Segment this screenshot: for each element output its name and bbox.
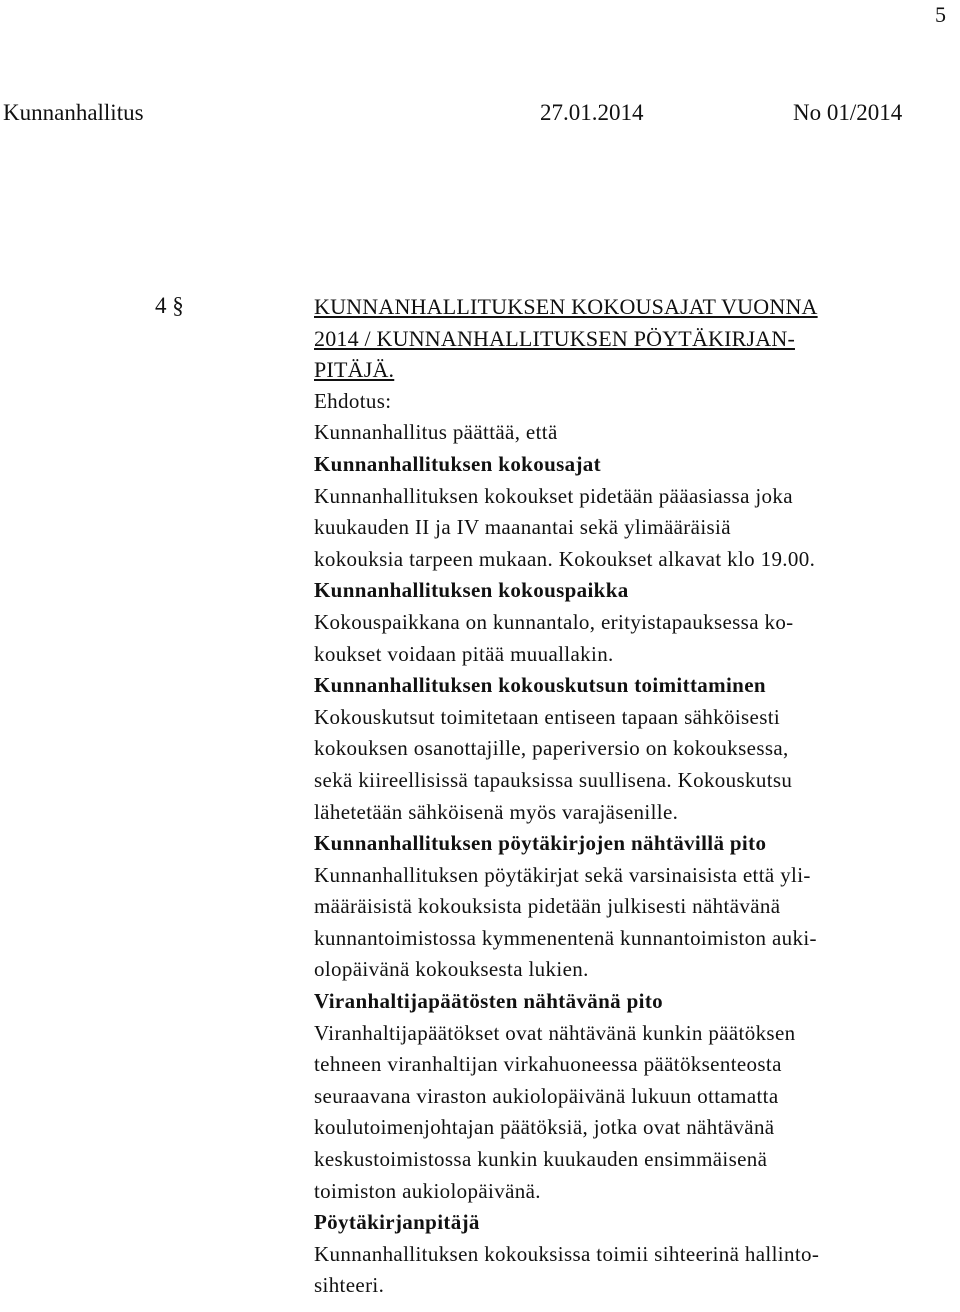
block-text-line: keskustoimistossa kunkin kuukauden ensimmäisenä xyxy=(314,1147,768,1172)
block-text-line: Kunnanhallituksen kokoukset pidetään pääasiassa joka xyxy=(314,483,793,508)
block-text-line: määräisistä kokouksista pidetään julkisesti nähtävänä xyxy=(314,894,781,919)
block-text-line: toimiston aukiolopäivänä. xyxy=(314,1178,541,1203)
proposal-label: Ehdotus: xyxy=(314,388,392,413)
block-text-line: kokouksia tarpeen mukaan. Kokoukset alkavat klo 19.00. xyxy=(314,546,816,571)
section-title-line: 2014 / KUNNANHALLITUKSEN PÖYTÄKIRJAN- xyxy=(314,325,795,351)
block-heading: Kunnanhallituksen pöytäkirjojen nähtävillä pito xyxy=(314,831,767,856)
block-text-line: sekä kiireellisissä tapauksissa suullisena. Kokouskutsu xyxy=(314,767,793,792)
block-text-line: Kunnanhallituksen pöytäkirjat sekä varsinaisista että yli- xyxy=(314,862,811,887)
block-text-line: kunnantoimistossa kymmenentenä kunnantoimiston auki- xyxy=(314,925,817,950)
block-text-line: Kokouspaikkana on kunnantalo, erityistapauksessa ko- xyxy=(314,609,794,634)
block-text-line: seuraavana viraston aukiolopäivänä lukuun ottamatta xyxy=(314,1083,779,1108)
header-date: 27.01.2014 xyxy=(540,100,644,125)
block-text-line: tehneen viranhaltijan virkahuoneessa päätöksenteosta xyxy=(314,1052,782,1077)
section-content xyxy=(314,291,930,1302)
page-number: 5 xyxy=(935,2,946,27)
block-heading: Kunnanhallituksen kokouskutsun toimittaminen xyxy=(314,673,766,698)
block-text-line: olopäivänä kokouksesta lukien. xyxy=(314,957,589,982)
block-heading: Pöytäkirjanpitäjä xyxy=(314,1210,480,1235)
proposal-intro: Kunnanhallitus päättää, että xyxy=(314,420,558,445)
header-minutes-number: No 01/2014 xyxy=(793,100,903,125)
header-body-name: Kunnanhallitus xyxy=(3,100,144,125)
block-text-line: lähetetään sähköisenä myös varajäsenille. xyxy=(314,799,679,824)
block-heading: Kunnanhallituksen kokousajat xyxy=(314,451,602,476)
block-text-line: Viranhaltijapäätökset ovat nähtävänä kunkin päätöksen xyxy=(314,1020,796,1045)
block-heading: Kunnanhallituksen kokouspaikka xyxy=(314,578,629,603)
block-heading: Viranhaltijapäätösten nähtävänä pito xyxy=(314,989,664,1014)
section-title-line: KUNNANHALLITUKSEN KOKOUSAJAT VUONNA xyxy=(314,294,818,319)
block-text-line: koukset voidaan pitää muuallakin. xyxy=(314,641,614,666)
block-text-line: sihteeri. xyxy=(314,1273,385,1298)
block-text-line: kuukauden II ja IV maanantai sekä ylimääräisiä xyxy=(314,515,731,540)
block-text-line: koulutoimenjohtajan päätöksiä, jotka ovat nähtävänä xyxy=(314,1115,775,1140)
section-title-line: PITÄJÄ. xyxy=(314,357,395,383)
block-text-line: Kokouskutsut toimitetaan entiseen tapaan sähköisesti xyxy=(314,704,781,729)
section-number: 4 § xyxy=(155,293,184,318)
block-text-line: Kunnanhallituksen kokouksissa toimii sihteerinä hallinto- xyxy=(314,1241,820,1266)
block-text-line: kokouksen osanottajille, paperiversio on kokouksessa, xyxy=(314,736,789,761)
